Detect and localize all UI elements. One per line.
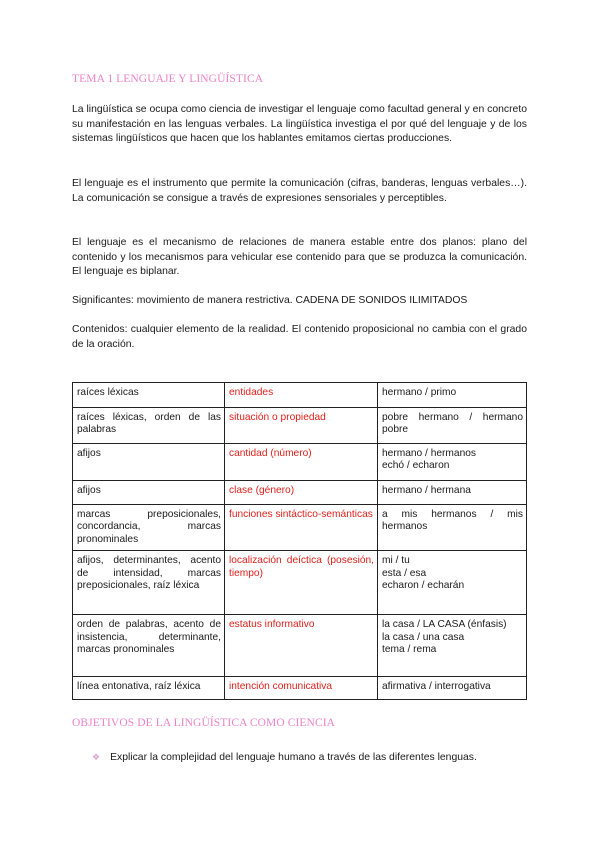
- table-row: [73, 444, 527, 481]
- cell-forma: raíces léxicas, orden de las palabras: [73, 408, 225, 444]
- cell-contenido: cantidad (número): [225, 444, 378, 481]
- cell-forma: marcas preposicionales, concordancia, marcas pronominales: [73, 505, 225, 551]
- cell-ejemplo: [378, 444, 527, 481]
- cell-forma: orden de palabras, acento de insistencia, determinante, marcas pronominales: [73, 615, 225, 677]
- cell-forma: afijos, determinantes, acento de intensidad, marcas preposicionales, raíz léxica: [73, 551, 225, 615]
- example-line: afirmativa / interrogativa: [382, 681, 491, 693]
- cell-ejemplo: [378, 551, 527, 615]
- section-title-objetivos: OBJETIVOS DE LA LINGÜÍSTICA COMO CIENCIA: [72, 717, 336, 729]
- table-row: [73, 615, 527, 677]
- cell-forma: raíces léxicas: [73, 383, 225, 408]
- cell-contenido: intención comunicativa: [225, 677, 378, 700]
- example-line: esta / esa: [382, 567, 427, 579]
- example-line: hermano / primo: [382, 387, 457, 398]
- paragraph-3: El lenguaje es el mecanismo de relaciones de manera estable entre dos planos: plano del contenido y los mecanismos para vehicular ese contenido para que se produzca la comunicación. El lenguaje es biplanar.: [72, 237, 527, 278]
- cell-forma: línea entonativa, raíz léxica: [73, 677, 225, 700]
- paragraph-5: Contenidos: cualquier elemento de la realidad. El contenido proposicional no cambia con el grado de la oración.: [72, 324, 527, 350]
- cell-contenido: localización deíctica (posesión, tiempo): [225, 551, 378, 615]
- table-row: [73, 383, 527, 408]
- table-row: [73, 408, 527, 444]
- cell-ejemplo: [378, 408, 527, 444]
- example-line: hermano / hermana: [382, 485, 471, 496]
- cell-contenido: clase (género): [225, 481, 378, 505]
- cell-forma: afijos: [73, 444, 225, 481]
- table-row: [73, 505, 527, 551]
- example-line: pobre hermano / hermano pobre: [382, 412, 523, 436]
- cell-forma: afijos: [73, 481, 225, 505]
- bullet-item: [92, 750, 477, 765]
- example-line: echaron / echarán: [382, 580, 465, 592]
- cell-ejemplo: [378, 505, 527, 551]
- example-line: a mis hermanos / mis hermanos: [382, 509, 523, 533]
- example-line: mi / tu: [382, 555, 410, 567]
- paragraph-4: Significantes: movimiento de manera restrictiva. CADENA DE SONIDOS ILIMITADOS: [72, 295, 468, 306]
- table-row: [73, 551, 527, 615]
- cell-ejemplo: [378, 615, 527, 677]
- example-line: hermano / hermanos: [382, 448, 477, 459]
- example-line: echó / echaron: [382, 460, 450, 472]
- table-row: [73, 677, 527, 700]
- example-line: tema / rema: [382, 644, 437, 656]
- cell-ejemplo: [378, 677, 527, 700]
- cell-contenido: situación o propiedad: [225, 408, 378, 444]
- cell-contenido: entidades: [225, 383, 378, 408]
- cell-ejemplo: [378, 383, 527, 408]
- example-line: la casa / LA CASA (énfasis): [382, 619, 507, 631]
- paragraph-2: El lenguaje es el instrumento que permite la comunicación (cifras, banderas, lenguas verbales…). La comunicación se consigue a través de expresiones sensoriales y perceptibles.: [72, 178, 527, 204]
- cell-contenido: funciones sintáctico-semánticas: [225, 505, 378, 551]
- example-line: la casa / una casa: [382, 631, 465, 643]
- cell-contenido: estatus informativo: [225, 615, 378, 677]
- paragraph-1: La lingüística se ocupa como ciencia de investigar el lenguaje como facultad general y en concreto su manifestación en las lenguas verbales. La lingüística investiga el por qué del lenguaje y de los sistemas lingüísticos que hacen que los hablantes emitamos ciertas producciones.: [72, 104, 527, 145]
- table-row: [73, 481, 527, 505]
- diamond-bullet-icon: ❖: [92, 752, 101, 762]
- bullet-text: Explicar la complejidad del lenguaje humano a través de las diferentes lenguas.: [110, 752, 477, 763]
- cell-ejemplo: [378, 481, 527, 505]
- section-title: TEMA 1 LENGUAJE Y LINGÜÍSTICA: [72, 73, 264, 85]
- language-table: [72, 382, 527, 700]
